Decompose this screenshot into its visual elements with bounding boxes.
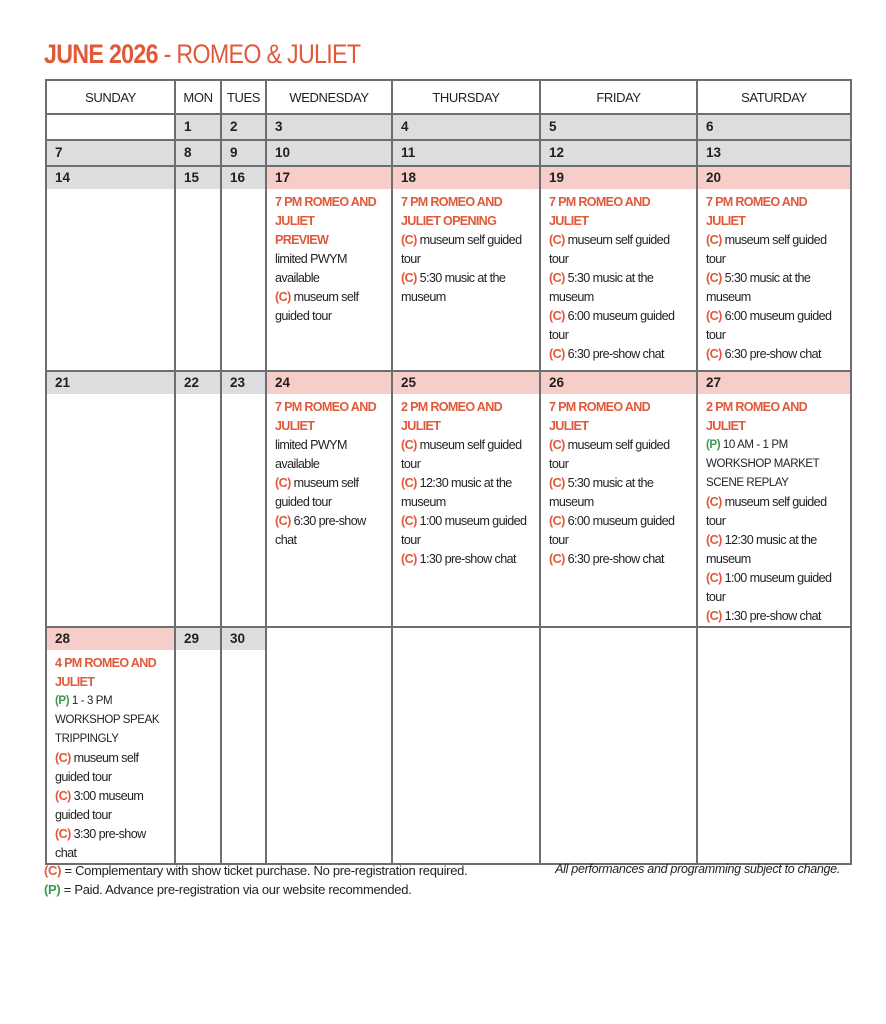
weekday-header: MON (175, 80, 221, 114)
complementary-tag: (C) (549, 347, 565, 361)
event-item: (C) 3:30 pre-show chat (55, 827, 146, 860)
event-item: (C) 5:30 music at the museum (706, 271, 811, 304)
day-cell (221, 166, 266, 371)
weekday-header: WEDNESDAY (266, 80, 392, 114)
week-row (46, 140, 851, 166)
weekday-header: FRIDAY (540, 80, 697, 114)
day-number: 15 (176, 167, 220, 189)
day-cell-performance (697, 371, 851, 627)
day-number: 6 (698, 115, 850, 139)
complementary-tag: (C) (549, 514, 565, 528)
day-cell (221, 371, 266, 627)
day-number: 24 (267, 372, 391, 394)
day-number: 18 (393, 167, 539, 189)
performance-title: 2 PM ROMEO AND JULIET (706, 400, 807, 433)
event-item: (C) 6:30 pre-show chat (275, 514, 366, 547)
performance-title: 4 PM ROMEO AND JULIET (55, 656, 156, 689)
complementary-tag: (C) (275, 476, 291, 490)
legend (44, 861, 467, 899)
day-number: 1 (176, 115, 220, 139)
day-cell (540, 114, 697, 140)
page-title (44, 38, 360, 70)
day-cell-performance (540, 166, 697, 371)
performance-title: 7 PM ROMEO AND JULIET OPENING (401, 195, 502, 228)
complementary-tag: (C) (549, 233, 565, 247)
complementary-tag: (C) (44, 863, 62, 878)
weekday-header: THURSDAY (392, 80, 540, 114)
event-item: (C) 6:00 museum guided tour (549, 514, 675, 547)
event-list (541, 189, 696, 364)
day-cell-empty (540, 627, 697, 864)
event-list (541, 394, 696, 569)
event-item: (C) 5:30 music at the museum (549, 271, 654, 304)
event-list (47, 650, 174, 863)
legend-complementary: (C) = Complementary with show ticket purchase. No pre-registration required. (44, 863, 468, 878)
day-number: 4 (393, 115, 539, 139)
complementary-tag: (C) (706, 495, 722, 509)
day-number: 9 (222, 141, 265, 165)
complementary-tag: (C) (706, 233, 722, 247)
event-list (698, 189, 850, 364)
day-cell-performance (697, 166, 851, 371)
day-cell (392, 114, 540, 140)
event-item: (C) museum self guided tour (401, 438, 522, 471)
weekday-header-row (46, 80, 851, 114)
complementary-tag: (C) (401, 514, 417, 528)
day-cell (46, 371, 175, 627)
day-cell (697, 114, 851, 140)
complementary-tag: (C) (706, 571, 722, 585)
event-item: (C) 3:00 museum guided tour (55, 789, 144, 822)
event-list (698, 394, 850, 626)
performance-title: 7 PM ROMEO AND JULIET (275, 195, 376, 228)
complementary-tag: (C) (706, 609, 722, 623)
complementary-tag: (C) (401, 552, 417, 566)
event-item: (C) 12:30 music at the museum (706, 533, 817, 566)
event-item: limited PWYM available (275, 252, 347, 285)
day-number: 14 (47, 167, 174, 189)
complementary-tag: (C) (706, 347, 722, 361)
complementary-tag: (C) (549, 476, 565, 490)
day-number: 16 (222, 167, 265, 189)
day-number: 7 (47, 141, 174, 165)
performance-title: 2 PM ROMEO AND JULIET (401, 400, 502, 433)
day-number: 29 (176, 628, 220, 650)
day-cell (266, 114, 392, 140)
event-item: (C) 1:00 museum guided tour (401, 514, 527, 547)
day-number: 26 (541, 372, 696, 394)
event-item: (C) 6:30 pre-show chat (549, 552, 664, 566)
week-row (46, 627, 851, 864)
complementary-tag: (C) (401, 271, 417, 285)
day-cell (266, 140, 392, 166)
complementary-tag: (C) (549, 438, 565, 452)
event-item: (C) 6:30 pre-show chat (549, 347, 664, 361)
event-item: (C) 6:00 museum guided tour (706, 309, 832, 342)
event-list (267, 394, 391, 550)
day-cell (392, 140, 540, 166)
day-number: 11 (393, 141, 539, 165)
week-row (46, 114, 851, 140)
day-number: 21 (47, 372, 174, 394)
complementary-tag: (C) (275, 514, 291, 528)
week-row (46, 166, 851, 371)
complementary-tag: (C) (401, 233, 417, 247)
complementary-tag: (C) (55, 789, 71, 803)
day-number: 23 (222, 372, 265, 394)
day-number: 12 (541, 141, 696, 165)
complementary-tag: (C) (706, 271, 722, 285)
event-item: (C) museum self guided tour (706, 233, 827, 266)
event-item: (C) 1:00 museum guided tour (706, 571, 832, 604)
weekday-header: SUNDAY (46, 80, 175, 114)
performance-title: 7 PM ROMEO AND JULIET (549, 195, 650, 228)
day-cell (175, 140, 221, 166)
day-number: 2 (222, 115, 265, 139)
calendar-grid (45, 79, 852, 865)
day-cell-performance (392, 166, 540, 371)
weekday-header: SATURDAY (697, 80, 851, 114)
event-list (393, 189, 539, 307)
weekday-header: TUES (221, 80, 266, 114)
day-cell (46, 166, 175, 371)
week-row (46, 371, 851, 627)
event-item: (C) 5:30 music at the museum (401, 271, 506, 304)
event-item: (C) museum self guided tour (55, 751, 139, 784)
complementary-tag: (C) (549, 271, 565, 285)
event-list (267, 189, 391, 326)
day-cell-performance (392, 371, 540, 627)
event-item: (C) 6:00 museum guided tour (549, 309, 675, 342)
day-cell-performance (540, 371, 697, 627)
day-cell-empty (46, 114, 175, 140)
performance-title: 7 PM ROMEO AND JULIET (706, 195, 807, 228)
day-cell (540, 140, 697, 166)
day-number: 27 (698, 372, 850, 394)
title-month: JUNE 2026 (44, 39, 158, 69)
event-item: (C) 1:30 pre-show chat (401, 552, 516, 566)
event-item: (C) museum self guided tour (549, 438, 670, 471)
legend-paid: (P) = Paid. Advance pre-registration via our website recommended. (44, 882, 412, 897)
performance-subtitle: PREVIEW (275, 233, 329, 247)
day-cell (175, 114, 221, 140)
event-list (393, 394, 539, 569)
performance-title: 7 PM ROMEO AND JULIET (549, 400, 650, 433)
disclaimer-note: All performances and programming subject to change. (555, 862, 840, 876)
day-number: 20 (698, 167, 850, 189)
day-number: 19 (541, 167, 696, 189)
event-item: (C) 1:30 pre-show chat (706, 609, 821, 623)
day-number: 28 (47, 628, 174, 650)
day-cell (175, 627, 221, 864)
complementary-tag: (C) (401, 438, 417, 452)
day-cell (221, 627, 266, 864)
day-cell-performance (266, 166, 392, 371)
event-item: (C) museum self guided tour (275, 290, 359, 323)
day-cell-performance (46, 627, 175, 864)
day-cell-empty (697, 627, 851, 864)
event-item: limited PWYM available (275, 438, 347, 471)
complementary-tag: (C) (549, 309, 565, 323)
day-cell (175, 166, 221, 371)
day-cell (175, 371, 221, 627)
complementary-tag: (C) (55, 751, 71, 765)
event-item-paid: (P) 10 AM - 1 PM WORKSHOP MARKET SCENE REPLAY (706, 439, 820, 489)
day-cell (46, 140, 175, 166)
complementary-tag: (C) (549, 552, 565, 566)
day-number: 17 (267, 167, 391, 189)
day-number: 25 (393, 372, 539, 394)
day-number: 22 (176, 372, 220, 394)
day-cell (221, 114, 266, 140)
day-cell-empty (392, 627, 540, 864)
day-number: 5 (541, 115, 696, 139)
paid-tag: (P) (55, 695, 70, 707)
day-number: 10 (267, 141, 391, 165)
complementary-tag: (C) (55, 827, 71, 841)
day-cell-performance (266, 371, 392, 627)
event-item: (C) museum self guided tour (549, 233, 670, 266)
day-number: 13 (698, 141, 850, 165)
event-item: (C) museum self guided tour (275, 476, 359, 509)
event-item-paid: (P) 1 - 3 PM WORKSHOP SPEAK TRIPPINGLY (55, 695, 160, 745)
paid-tag: (P) (706, 439, 721, 451)
complementary-tag: (C) (706, 533, 722, 547)
event-item: (C) 12:30 music at the museum (401, 476, 512, 509)
day-number: 8 (176, 141, 220, 165)
event-item: (C) museum self guided tour (401, 233, 522, 266)
event-item: (C) 5:30 music at the museum (549, 476, 654, 509)
paid-tag: (P) (44, 882, 61, 897)
day-cell (697, 140, 851, 166)
complementary-tag: (C) (401, 476, 417, 490)
complementary-tag: (C) (275, 290, 291, 304)
complementary-tag: (C) (706, 309, 722, 323)
performance-title: 7 PM ROMEO AND JULIET (275, 400, 376, 433)
event-item: (C) museum self guided tour (706, 495, 827, 528)
day-cell (221, 140, 266, 166)
day-number: 3 (267, 115, 391, 139)
event-item: (C) 6:30 pre-show chat (706, 347, 821, 361)
day-cell-empty (266, 627, 392, 864)
day-number: 30 (222, 628, 265, 650)
title-show: - ROMEO & JULIET (157, 39, 361, 69)
